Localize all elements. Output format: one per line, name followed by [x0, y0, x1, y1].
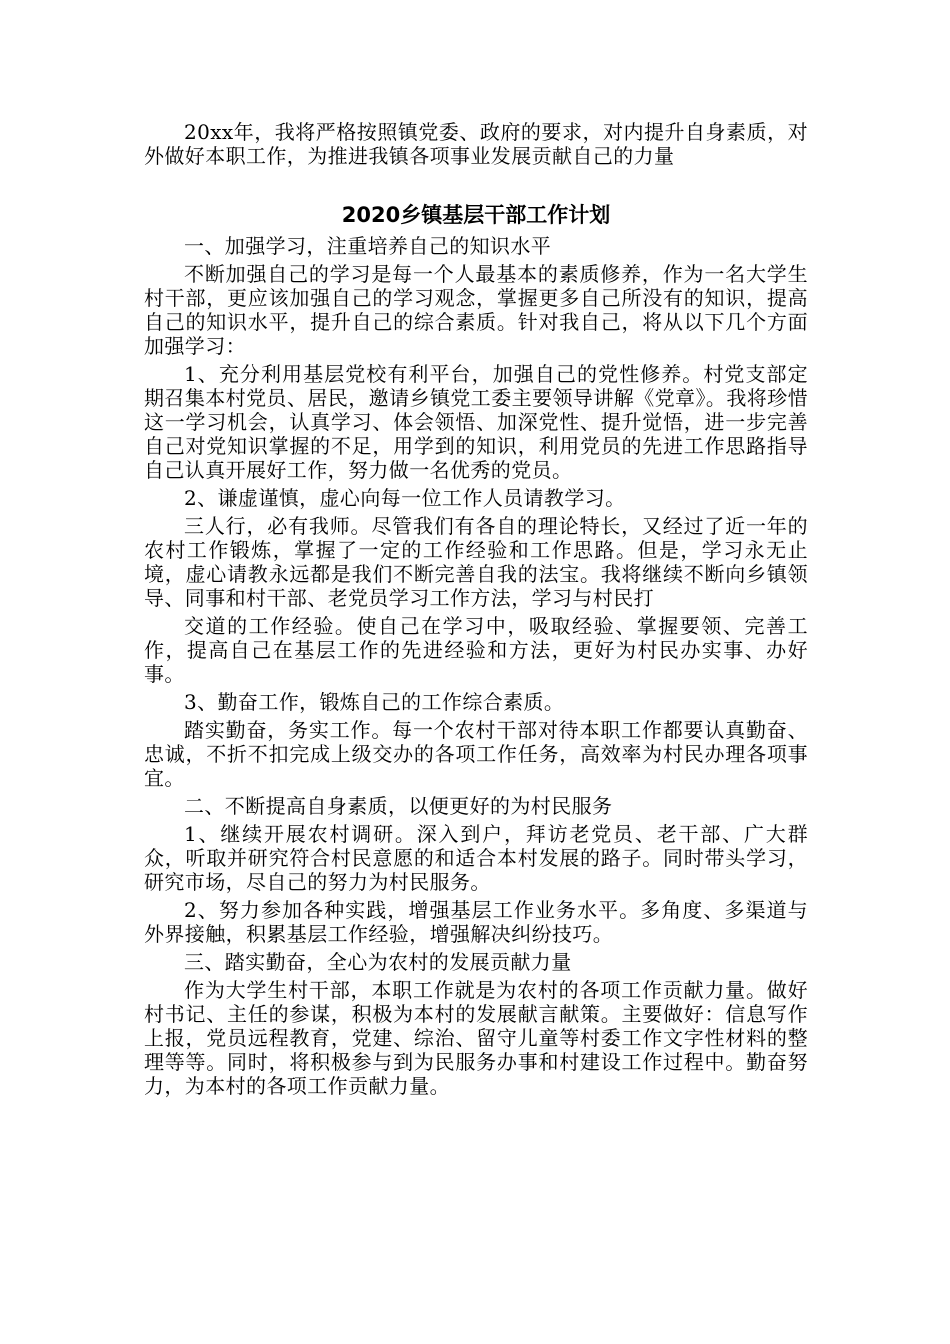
document-title: 2020乡镇基层干部工作计划 [341, 203, 611, 227]
intro-paragraph: 20xx年，我将严格按照镇党委、政府的要求，对内提升自身素质，对外做好本职工作，为推进我镇各项事业发展贡献自己的力量 [144, 120, 808, 168]
section-heading-1: 一、加强学习，注重培养自己的知识水平 [184, 234, 552, 258]
body-paragraph: 1、充分利用基层党校有利平台，加强自己的党性修养。村党支部定期召集本村党员、居民，邀请乡镇党工委主要领导讲解《党章》。我将珍惜这一学习机会，认真学习、体会领悟、加深党性、提升觉悟，进一步完善自己对党知识掌握的不足，用学到的知识，利用党员的先进工作思路指导自己认真开展好工作，努力做一名优秀的党员。 [144, 362, 808, 482]
body-paragraph: 不断加强自己的学习是每一个人最基本的素质修养，作为一名大学生村干部，更应该加强自己的学习观念，掌握更多自己所没有的知识，提高自己的知识水平，提升自己的综合素质。针对我自己，将从以下几个方面加强学习： [144, 262, 808, 358]
subsection-heading: 3、勤奋工作，锻炼自己的工作综合素质。 [184, 690, 565, 714]
body-paragraph: 踏实勤奋，务实工作。每一个农村干部对待本职工作都要认真勤奋、忠诚，不折不扣完成上级交办的各项工作任务，高效率为村民办理各项事宜。 [144, 718, 808, 790]
body-paragraph: 2、努力参加各种实践，增强基层工作业务水平。多角度、多渠道与外界接触，积累基层工作经验，增强解决纠纷技巧。 [144, 898, 808, 946]
section-heading-2: 二、不断提高自身素质，以便更好的为村民服务 [184, 794, 613, 818]
body-paragraph: 1、继续开展农村调研。深入到户，拜访老党员、老干部、广大群众，听取并研究符合村民意愿的和适合本村发展的路子。同时带头学习，研究市场，尽自己的努力为村民服务。 [144, 822, 808, 894]
subsection-heading: 2、谦虚谨慎，虚心向每一位工作人员请教学习。 [184, 486, 626, 510]
body-paragraph: 作为大学生村干部，本职工作就是为农村的各项工作贡献力量。做好村书记、主任的参谋，积极为本村的发展献言献策。主要做好：信息写作上报，党员远程教育，党建、综治、留守儿童等村委工作文字性材料的整理等等。同时，将积极参与到为民服务办事和村建设工作过程中。勤奋努力，为本村的各项工作贡献力量。 [144, 978, 808, 1098]
body-paragraph: 交道的工作经验。使自己在学习中，吸取经验、掌握要领、完善工作，提高自己在基层工作的先进经验和方法，更好为村民办实事、办好事。 [144, 614, 808, 686]
section-heading-3: 三、踏实勤奋，全心为农村的发展贡献力量 [184, 950, 572, 974]
document-page [144, 120, 808, 1102]
body-paragraph: 三人行，必有我师。尽管我们有各自的理论特长，又经过了近一年的农村工作锻炼，掌握了一定的工作经验和工作思路。但是，学习永无止境，虚心请教永远都是我们不断完善自我的法宝。我将继续不断向乡镇领导、同事和村干部、老党员学习工作方法，学习与村民打 [144, 514, 808, 610]
